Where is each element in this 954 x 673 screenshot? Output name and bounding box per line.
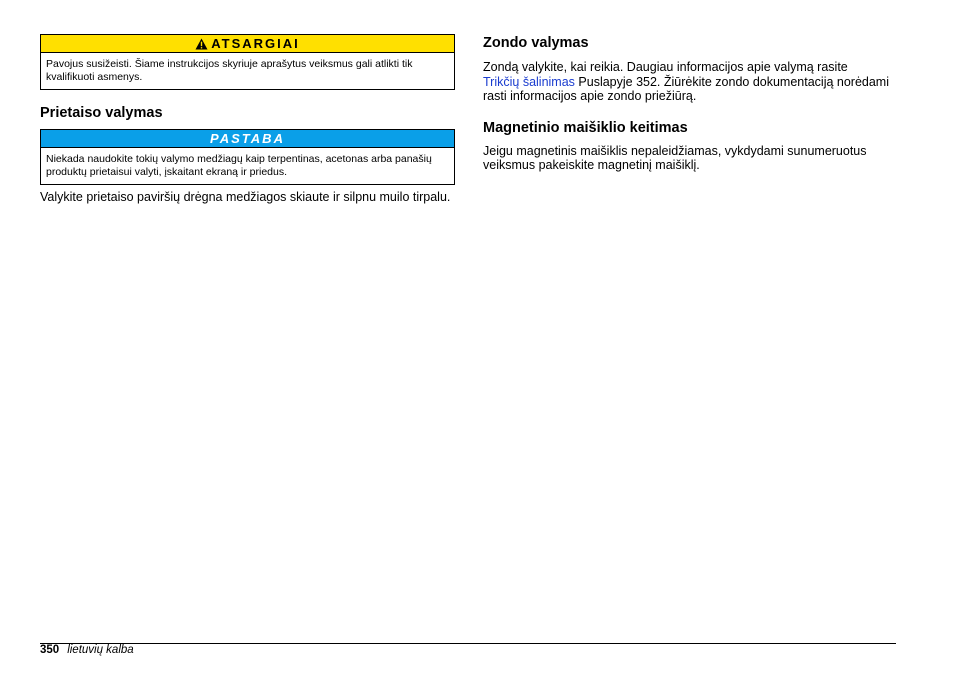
probe-cleaning-text <box>483 60 898 104</box>
caution-box <box>40 34 455 90</box>
probe-text-after: Puslapyje 352. Žiūrėkite zondo dokumentaciją norėdami rasti informacijos apie zondo priežiūrą. <box>483 74 890 103</box>
probe-text-before: Zondą valykite, kai reikia. Daugiau informacijos apie valymą rasite <box>483 60 848 74</box>
footer-divider <box>40 643 896 644</box>
note-box <box>40 129 455 185</box>
stirrer-replacement-text: Jeigu magnetinis maišiklis nepaleidžiamas, vykdydami sunumeruotus veiksmus pakeiskite magnetinį maišiklį. <box>483 143 867 172</box>
instrument-cleaning-text: Valykite prietaiso paviršių drėgna medžiagos skiaute ir silpnu muilo tirpalu. <box>40 190 451 204</box>
heading-probe-cleaning: Zondo valymas <box>483 35 589 51</box>
heading-instrument-cleaning: Prietaiso valymas <box>40 105 163 121</box>
caution-header <box>41 35 454 53</box>
note-text: Niekada naudokite tokių valymo medžiagų kaip terpentinas, acetonas arba panašių produktų prietaisui valyti, įskaitant ekraną ir priedus. <box>46 153 432 178</box>
caution-title: ATSARGIAI <box>211 36 300 51</box>
troubleshooting-link[interactable]: Trikčių šalinimas <box>483 74 575 89</box>
page-footer <box>40 643 134 657</box>
caution-text: Pavojus susižeisti. Šiame instrukcijos skyriuje aprašytus veiksmus gali atlikti tik kvalifikuoti asmenys. <box>46 58 413 83</box>
note-header: PASTABA <box>41 130 454 148</box>
right-column <box>483 34 898 173</box>
warning-triangle-icon <box>195 38 208 50</box>
left-column <box>40 34 455 205</box>
heading-stirrer-replacement: Magnetinio maišiklio keitimas <box>483 119 688 136</box>
footer-language: lietuvių kalba <box>67 644 134 656</box>
page-number: 350 <box>40 644 60 656</box>
